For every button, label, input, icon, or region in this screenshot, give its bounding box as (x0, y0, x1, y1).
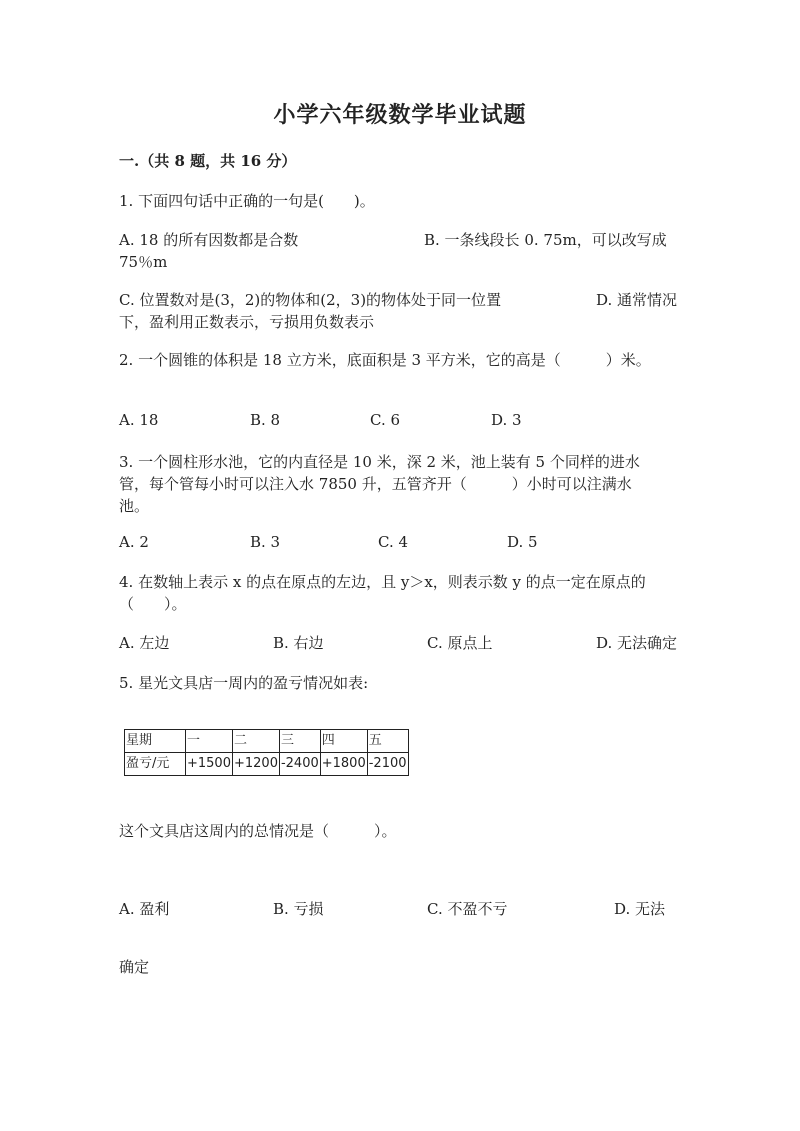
q2-option-d: D. 3 (491, 411, 522, 429)
q1-option-d: D. 通常情况 (596, 291, 678, 309)
table-cell: 一 (186, 730, 233, 753)
table-cell: 星期 (125, 730, 186, 753)
q2-option-a: A. 18 (119, 411, 159, 429)
table-row (125, 753, 409, 776)
q5-option-d: D. 无法 (614, 900, 666, 918)
table-cell: +1800 (320, 753, 367, 776)
q3-option-b: B. 3 (250, 533, 281, 551)
table-cell: 三 (279, 730, 320, 753)
q5-option-d-cont: 确定 (119, 958, 150, 976)
q3-option-c: C. 4 (378, 533, 409, 551)
q1-stem: 1. 下面四句话中正确的一句是( )。 (119, 192, 375, 210)
q5-option-b: B. 亏损 (273, 900, 324, 918)
table-cell: 二 (232, 730, 279, 753)
q1-option-b: B. 一条线段长 0. 75m，可以改写成 (424, 231, 667, 249)
q2-option-b: B. 8 (250, 411, 281, 429)
q3-stem-line-2: 管，每个管每小时可以注入水 7850 升，五管齐开（ ）小时可以注满水 (119, 475, 632, 493)
page-title: 小学六年级数学毕业试题 (273, 102, 527, 128)
q3-stem-line-3: 池。 (119, 497, 150, 515)
q4-stem-line-1: 4. 在数轴上表示 x 的点在原点的左边，且 y＞x，则表示数 y 的点一定在原点的 (119, 573, 646, 591)
q3-option-a: A. 2 (119, 533, 149, 551)
table-cell: +1500 (186, 753, 233, 776)
table-cell: -2400 (279, 753, 320, 776)
q2-stem: 2. 一个圆锥的体积是 18 立方米，底面积是 3 平方米，它的高是（ ）米。 (119, 351, 651, 369)
q1-option-d-cont: 下，盈利用正数表示，亏损用负数表示 (119, 313, 375, 331)
table-cell: -2100 (367, 753, 408, 776)
table-cell: +1200 (232, 753, 279, 776)
q3-stem-line-1: 3. 一个圆柱形水池，它的内直径是 10 米，深 2 米，池上装有 5 个同样的进水 (119, 453, 640, 471)
q4-stem-line-2: （ ）。 (119, 595, 187, 613)
table-cell: 四 (320, 730, 367, 753)
q2-option-c: C. 6 (370, 411, 401, 429)
q1-option-a: A. 18 的所有因数都是合数 (119, 231, 299, 249)
q5-stem: 5. 星光文具店一周内的盈亏情况如表: (119, 674, 369, 692)
q4-option-c: C. 原点上 (427, 634, 493, 652)
q1-option-b-cont: 75％m (119, 253, 168, 271)
q5-option-a: A. 盈利 (119, 900, 170, 918)
q5-follow-up: 这个文具店这周内的总情况是（ ）。 (119, 822, 397, 840)
q4-option-b: B. 右边 (273, 634, 324, 652)
q4-option-d: D. 无法确定 (596, 634, 678, 652)
table-row (125, 730, 409, 753)
section-heading: 一.（共 8 题，共 16 分） (119, 152, 297, 170)
table-cell: 五 (367, 730, 408, 753)
q3-option-d: D. 5 (507, 533, 538, 551)
profit-table (124, 729, 409, 776)
q4-option-a: A. 左边 (119, 634, 170, 652)
q1-option-c: C. 位置数对是(3，2)的物体和(2，3)的物体处于同一位置 (119, 291, 502, 309)
q5-option-c: C. 不盈不亏 (427, 900, 508, 918)
table-cell: 盈亏/元 (125, 753, 186, 776)
